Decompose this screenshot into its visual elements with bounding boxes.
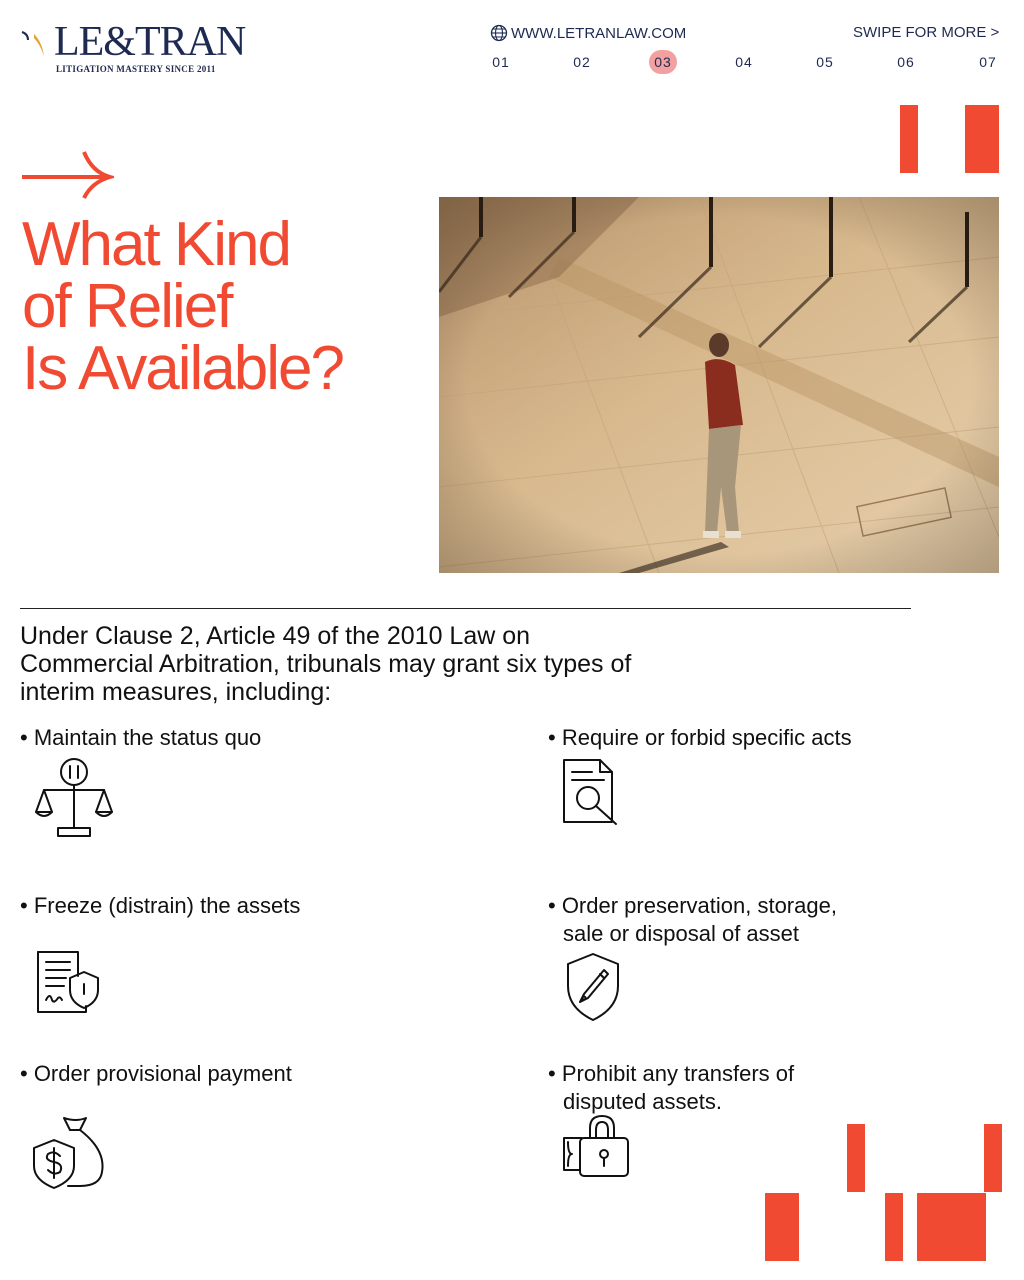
decor-bar [917,1193,986,1261]
measure-require-forbid: • Require or forbid specific acts [548,725,852,750]
measure-prohibit-transfers [548,1060,794,1116]
intro-text: Under Clause 2, Article 49 of the 2010 Law on Commercial Arbitration, tribunals may grant six types of interim measures, including: [20,622,632,706]
decor-bar [984,1124,1002,1192]
title-line: What Kind [22,210,291,279]
shield-pen-icon [564,952,622,1022]
arrow-right-icon [22,150,114,200]
measure-provisional-payment: • Order provisional payment [20,1061,292,1086]
measure-status-quo: • Maintain the status quo [20,725,262,750]
measure-freeze-assets: • Freeze (distrain) the assets [20,893,301,918]
decor-bar [847,1124,865,1192]
contract-shield-icon [36,950,102,1016]
cash-lock-icon [562,1114,632,1180]
page-06[interactable]: 06 [897,54,915,70]
decor-bar [900,105,918,173]
decor-bar [885,1193,903,1261]
decor-bar [765,1193,799,1261]
page-04[interactable]: 04 [735,54,753,70]
page-03[interactable]: 03 [649,50,677,74]
title-line: Is Available? [22,334,343,403]
globe-icon [490,24,508,42]
money-bag-shield-icon [32,1114,108,1190]
measure-preservation-line2: sale or disposal of asset [563,921,800,946]
document-search-icon [560,758,622,828]
logo-mark-icon [20,28,48,58]
measure-prohibit-line2: disputed assets. [563,1089,722,1114]
measure-preservation [548,892,837,948]
section-divider [20,608,911,609]
decor-bar [965,105,999,173]
title-line: of Relief [22,272,232,341]
brand-logo[interactable]: LE&TRAN [54,19,246,65]
page-02[interactable]: 02 [573,54,591,70]
measure-preservation-line1: • Order preservation, storage, [548,893,837,918]
brand-tagline: LITIGATION MASTERY SINCE 2011 [56,64,216,74]
hero-photo [439,197,999,573]
page-01[interactable]: 01 [492,54,510,70]
measure-prohibit-line1: • Prohibit any transfers of [548,1061,795,1086]
website-text: WWW.LETRANLAW.COM [511,24,687,42]
page-05[interactable]: 05 [816,54,834,70]
swipe-for-more[interactable]: SWIPE FOR MORE > [853,24,1000,41]
page-title [22,210,422,403]
scales-pause-icon [34,756,114,840]
website-link[interactable] [490,24,686,42]
page-07[interactable]: 07 [979,54,997,70]
page-indicator [490,50,1002,74]
